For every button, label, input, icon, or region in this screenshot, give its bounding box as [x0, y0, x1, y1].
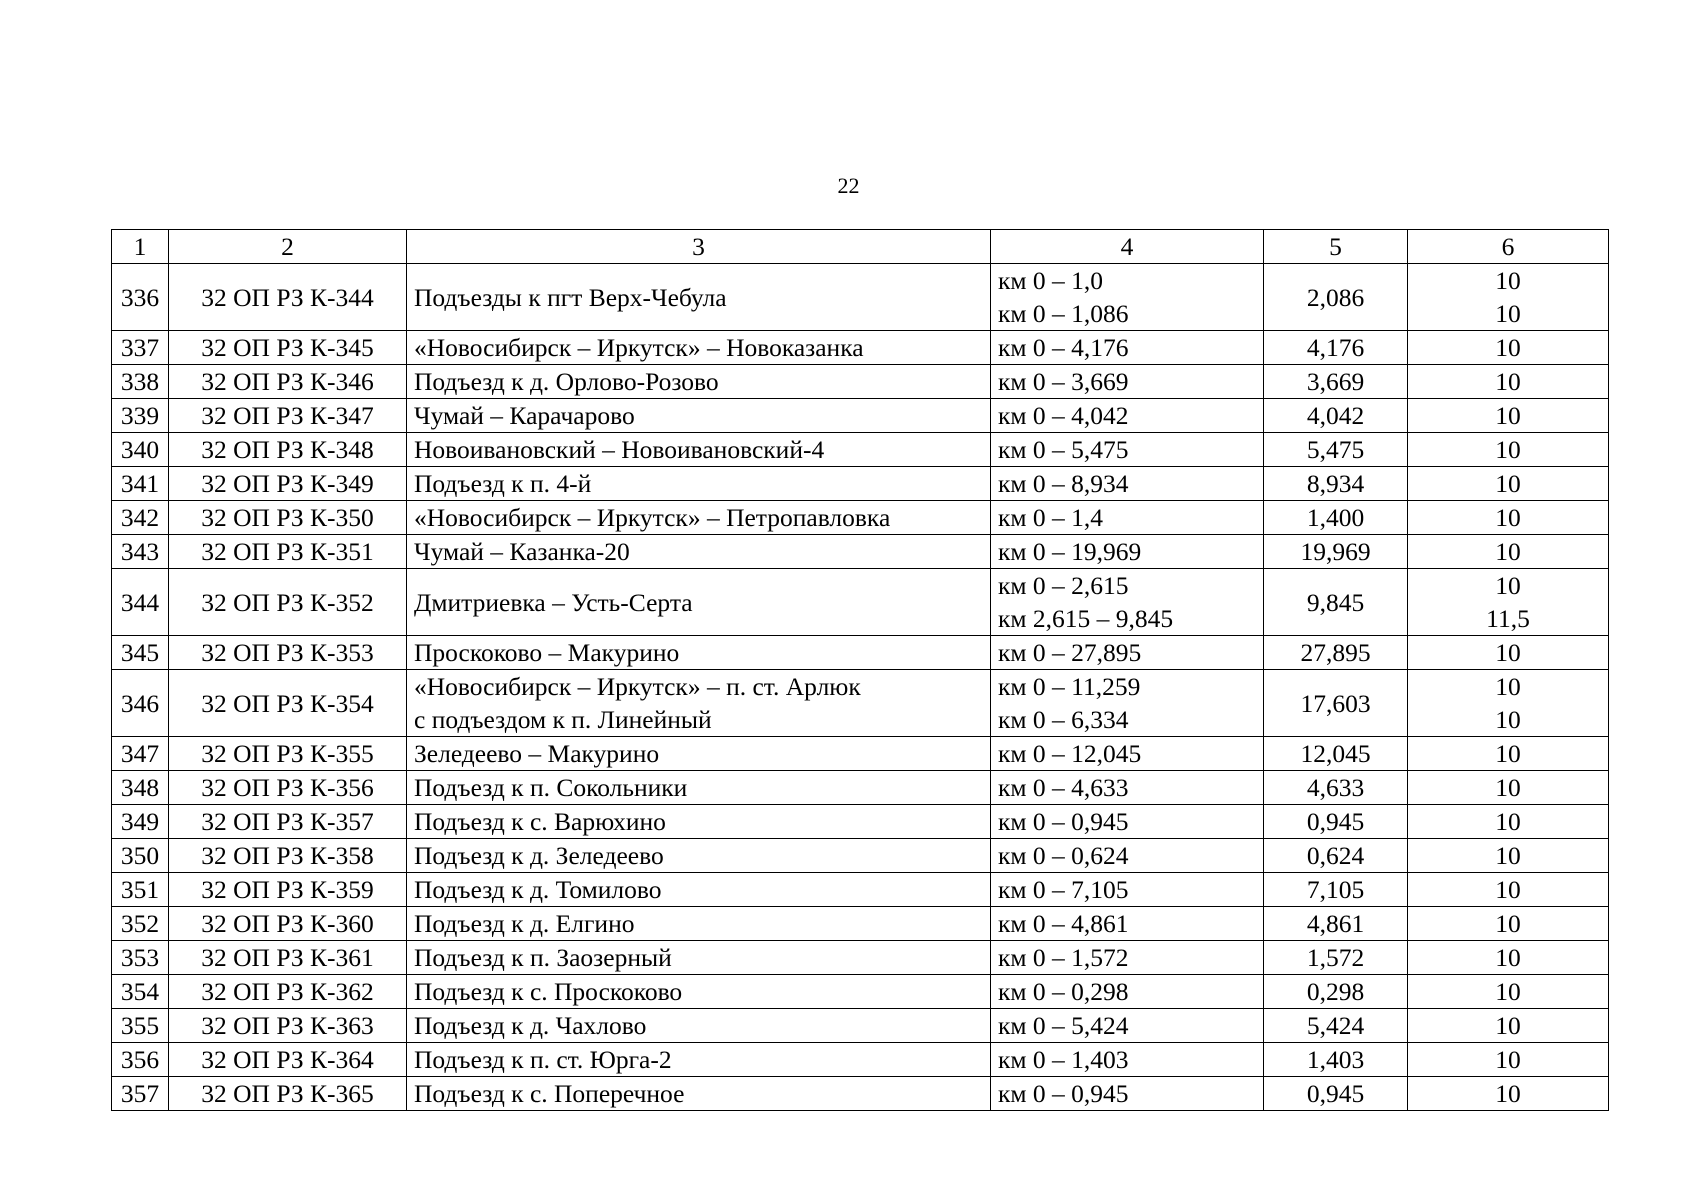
- km-range-cell-line: км 0 – 0,624: [998, 841, 1129, 870]
- width-cell-line: 10: [1495, 977, 1521, 1006]
- header-cell-4: 4: [991, 230, 1264, 264]
- road-name-cell-line: с подъездом к п. Линейный: [414, 705, 712, 734]
- road-code-cell: 32 ОП РЗ К-348: [169, 433, 407, 467]
- km-range-cell: [991, 670, 1264, 737]
- table-row: [112, 331, 1609, 365]
- road-name-cell-line: Подъезд к с. Варюхино: [414, 807, 666, 836]
- km-range-cell: [991, 1043, 1264, 1077]
- width-cell-line: 10: [1495, 1079, 1521, 1108]
- road-name-cell-line: Подъезд к п. Сокольники: [414, 773, 688, 802]
- km-range-cell: [991, 839, 1264, 873]
- table-row: [112, 670, 1609, 737]
- width-cell-line: 10: [1495, 571, 1521, 600]
- km-range-cell: [991, 941, 1264, 975]
- row-number-cell: 351: [112, 873, 169, 907]
- page-number: 22: [837, 173, 860, 198]
- road-name-cell: [407, 873, 991, 907]
- road-code-cell: 32 ОП РЗ К-360: [169, 907, 407, 941]
- row-number-cell: 346: [112, 670, 169, 737]
- road-name-cell: [407, 737, 991, 771]
- road-name-cell: [407, 1009, 991, 1043]
- road-code-cell: 32 ОП РЗ К-361: [169, 941, 407, 975]
- width-cell: [1408, 365, 1609, 399]
- km-range-cell-line: км 0 – 27,895: [998, 638, 1142, 667]
- road-code-cell: 32 ОП РЗ К-347: [169, 399, 407, 433]
- header-row: [112, 230, 1609, 264]
- road-code-cell: 32 ОП РЗ К-353: [169, 636, 407, 670]
- length-cell: 1,572: [1264, 941, 1408, 975]
- road-name-cell-line: Подъезд к п. ст. Юрга-2: [414, 1045, 672, 1074]
- road-name-cell: [407, 670, 991, 737]
- width-cell: [1408, 331, 1609, 365]
- row-number-cell: 348: [112, 771, 169, 805]
- road-code-cell: 32 ОП РЗ К-351: [169, 535, 407, 569]
- road-name-cell-line: Чумай – Казанка-20: [414, 537, 630, 566]
- road-name-cell-line: Подъезд к с. Поперечное: [414, 1079, 685, 1108]
- road-name-cell-line: Подъезды к пгт Верх-Чебула: [414, 282, 727, 312]
- length-cell: 4,861: [1264, 907, 1408, 941]
- km-range-cell-line: км 0 – 1,572: [998, 943, 1129, 972]
- row-number-cell: 345: [112, 636, 169, 670]
- width-cell: [1408, 771, 1609, 805]
- row-number-cell: 354: [112, 975, 169, 1009]
- length-cell: 0,945: [1264, 805, 1408, 839]
- length-cell: 0,945: [1264, 1077, 1408, 1111]
- km-range-cell-line: км 0 – 2,615: [998, 571, 1129, 600]
- km-range-cell-line: км 0 – 0,945: [998, 807, 1129, 836]
- km-range-cell: [991, 907, 1264, 941]
- row-number-cell: 338: [112, 365, 169, 399]
- road-name-cell: [407, 805, 991, 839]
- km-range-cell-line: км 0 – 4,176: [998, 333, 1129, 362]
- width-cell: [1408, 1043, 1609, 1077]
- row-number-cell: 342: [112, 501, 169, 535]
- length-cell: 9,845: [1264, 569, 1408, 636]
- road-name-cell: [407, 467, 991, 501]
- road-name-cell-line: Подъезд к д. Елгино: [414, 909, 635, 938]
- road-name-cell-line: Зеледеево – Макурино: [414, 739, 660, 768]
- km-range-cell-line: км 0 – 12,045: [998, 739, 1142, 768]
- road-name-cell: [407, 264, 991, 331]
- table-row: [112, 264, 1609, 331]
- row-number-cell: 350: [112, 839, 169, 873]
- km-range-cell-line: км 0 – 0,945: [998, 1079, 1129, 1108]
- table-row: [112, 535, 1609, 569]
- km-range-cell: [991, 975, 1264, 1009]
- table-row: [112, 1009, 1609, 1043]
- road-code-cell: 32 ОП РЗ К-354: [169, 670, 407, 737]
- length-cell: 19,969: [1264, 535, 1408, 569]
- width-cell: [1408, 873, 1609, 907]
- road-name-cell: [407, 907, 991, 941]
- road-code-cell: 32 ОП РЗ К-349: [169, 467, 407, 501]
- km-range-cell-line: км 0 – 1,4: [998, 503, 1104, 532]
- km-range-cell-line: км 0 – 19,969: [998, 537, 1142, 566]
- road-name-cell: [407, 365, 991, 399]
- km-range-cell: [991, 535, 1264, 569]
- table-row: [112, 467, 1609, 501]
- length-cell: 2,086: [1264, 264, 1408, 331]
- road-name-cell: [407, 331, 991, 365]
- header-cell-1: 1: [112, 230, 169, 264]
- width-cell: [1408, 975, 1609, 1009]
- km-range-cell-line: км 2,615 – 9,845: [998, 604, 1174, 633]
- length-cell: 27,895: [1264, 636, 1408, 670]
- road-name-cell: [407, 1043, 991, 1077]
- road-code-cell: 32 ОП РЗ К-352: [169, 569, 407, 636]
- road-name-cell-line: Подъезд к с. Проскоково: [414, 977, 683, 1006]
- row-number-cell: 357: [112, 1077, 169, 1111]
- width-cell: [1408, 501, 1609, 535]
- road-name-cell-line: Дмитриевка – Усть-Серта: [414, 587, 693, 617]
- road-name-cell: [407, 501, 991, 535]
- table-row: [112, 941, 1609, 975]
- header-cell-6: 6: [1408, 230, 1609, 264]
- road-name-cell-line: Подъезд к д. Томилово: [414, 875, 662, 904]
- length-cell: 3,669: [1264, 365, 1408, 399]
- road-name-cell-line: Подъезд к п. 4-й: [414, 469, 592, 498]
- length-cell: 7,105: [1264, 873, 1408, 907]
- road-code-cell: 32 ОП РЗ К-346: [169, 365, 407, 399]
- km-range-cell: [991, 399, 1264, 433]
- width-cell: [1408, 569, 1609, 636]
- road-name-cell-line: Новоивановский – Новоивановский-4: [414, 435, 825, 464]
- table-row: [112, 399, 1609, 433]
- road-code-cell: 32 ОП РЗ К-345: [169, 331, 407, 365]
- width-cell-line: 10: [1495, 469, 1521, 498]
- table-row: [112, 805, 1609, 839]
- road-code-cell: 32 ОП РЗ К-357: [169, 805, 407, 839]
- road-name-cell: [407, 1077, 991, 1111]
- width-cell: [1408, 941, 1609, 975]
- km-range-cell: [991, 264, 1264, 331]
- row-number-cell: 352: [112, 907, 169, 941]
- table-row: [112, 737, 1609, 771]
- width-cell-line: 10: [1495, 875, 1521, 904]
- width-cell-line: 10: [1495, 841, 1521, 870]
- width-cell-line: 10: [1495, 773, 1521, 802]
- km-range-cell-line: км 0 – 1,086: [998, 299, 1129, 328]
- road-code-cell: 32 ОП РЗ К-365: [169, 1077, 407, 1111]
- road-name-cell-line: Чумай – Карачарово: [414, 401, 635, 430]
- km-range-cell-line: км 0 – 1,0: [998, 266, 1104, 295]
- km-range-cell: [991, 569, 1264, 636]
- row-number-cell: 344: [112, 569, 169, 636]
- km-range-cell: [991, 805, 1264, 839]
- width-cell: [1408, 1077, 1609, 1111]
- length-cell: 4,633: [1264, 771, 1408, 805]
- width-cell-line: 10: [1495, 299, 1521, 328]
- width-cell: [1408, 839, 1609, 873]
- road-name-cell-line: «Новосибирск – Иркутск» – Петропавловка: [414, 503, 891, 532]
- km-range-cell: [991, 636, 1264, 670]
- road-code-cell: 32 ОП РЗ К-363: [169, 1009, 407, 1043]
- road-code-cell: 32 ОП РЗ К-359: [169, 873, 407, 907]
- row-number-cell: 343: [112, 535, 169, 569]
- row-number-cell: 337: [112, 331, 169, 365]
- road-name-cell: [407, 975, 991, 1009]
- road-code-cell: 32 ОП РЗ К-356: [169, 771, 407, 805]
- width-cell: [1408, 535, 1609, 569]
- length-cell: 5,475: [1264, 433, 1408, 467]
- width-cell-line: 10: [1495, 367, 1521, 396]
- road-name-cell-line: Подъезд к д. Чахлово: [414, 1011, 647, 1040]
- km-range-cell: [991, 467, 1264, 501]
- row-number-cell: 339: [112, 399, 169, 433]
- table-row: [112, 1043, 1609, 1077]
- row-number-cell: 355: [112, 1009, 169, 1043]
- row-number-cell: 349: [112, 805, 169, 839]
- road-name-cell-line: Подъезд к п. Заозерный: [414, 943, 672, 972]
- km-range-cell-line: км 0 – 3,669: [998, 367, 1129, 396]
- width-cell: [1408, 399, 1609, 433]
- km-range-cell: [991, 1077, 1264, 1111]
- length-cell: 8,934: [1264, 467, 1408, 501]
- table-row: [112, 1077, 1609, 1111]
- km-range-cell: [991, 737, 1264, 771]
- width-cell-line: 10: [1495, 807, 1521, 836]
- width-cell-line: 10: [1495, 503, 1521, 532]
- table-row: [112, 907, 1609, 941]
- road-name-cell: [407, 771, 991, 805]
- header-cell-5: 5: [1264, 230, 1408, 264]
- header-cell-3: 3: [407, 230, 991, 264]
- km-range-cell-line: км 0 – 4,633: [998, 773, 1129, 802]
- km-range-cell-line: км 0 – 6,334: [998, 705, 1129, 734]
- width-cell: [1408, 467, 1609, 501]
- length-cell: 4,176: [1264, 331, 1408, 365]
- road-name-cell-line: Подъезд к д. Орлово-Розово: [414, 367, 719, 396]
- km-range-cell-line: км 0 – 11,259: [998, 672, 1141, 701]
- width-cell-line: 10: [1495, 401, 1521, 430]
- width-cell-line: 10: [1495, 909, 1521, 938]
- road-name-cell-line: Проскоково – Макурино: [414, 638, 680, 667]
- row-number-cell: 353: [112, 941, 169, 975]
- width-cell-line: 10: [1495, 943, 1521, 972]
- km-range-cell: [991, 1009, 1264, 1043]
- width-cell-line: 11,5: [1486, 604, 1530, 633]
- width-cell-line: 10: [1495, 266, 1521, 295]
- length-cell: 4,042: [1264, 399, 1408, 433]
- table-row: [112, 365, 1609, 399]
- km-range-cell-line: км 0 – 0,298: [998, 977, 1129, 1006]
- road-name-cell-line: «Новосибирск – Иркутск» – Новоказанка: [414, 333, 864, 362]
- length-cell: 0,624: [1264, 839, 1408, 873]
- width-cell-line: 10: [1495, 1011, 1521, 1040]
- width-cell: [1408, 1009, 1609, 1043]
- row-number-cell: 341: [112, 467, 169, 501]
- km-range-cell-line: км 0 – 8,934: [998, 469, 1129, 498]
- road-code-cell: 32 ОП РЗ К-344: [169, 264, 407, 331]
- km-range-cell: [991, 331, 1264, 365]
- road-name-cell: [407, 433, 991, 467]
- road-name-cell: [407, 569, 991, 636]
- width-cell-line: 10: [1495, 739, 1521, 768]
- width-cell: [1408, 670, 1609, 737]
- table-row: [112, 433, 1609, 467]
- width-cell: [1408, 907, 1609, 941]
- km-range-cell: [991, 433, 1264, 467]
- road-code-cell: 32 ОП РЗ К-358: [169, 839, 407, 873]
- road-name-cell: [407, 941, 991, 975]
- width-cell-line: 10: [1495, 435, 1521, 464]
- length-cell: 17,603: [1264, 670, 1408, 737]
- width-cell: [1408, 805, 1609, 839]
- row-number-cell: 347: [112, 737, 169, 771]
- km-range-cell-line: км 0 – 4,042: [998, 401, 1129, 430]
- width-cell: [1408, 433, 1609, 467]
- length-cell: 0,298: [1264, 975, 1408, 1009]
- table-body: [112, 230, 1609, 1111]
- km-range-cell: [991, 501, 1264, 535]
- road-code-cell: 32 ОП РЗ К-362: [169, 975, 407, 1009]
- table-row: [112, 501, 1609, 535]
- km-range-cell: [991, 873, 1264, 907]
- roads-table: [111, 229, 1609, 1111]
- km-range-cell-line: км 0 – 5,475: [998, 435, 1129, 464]
- table-row: [112, 975, 1609, 1009]
- width-cell: [1408, 737, 1609, 771]
- table-row: [112, 569, 1609, 636]
- width-cell-line: 10: [1495, 705, 1521, 734]
- length-cell: 1,403: [1264, 1043, 1408, 1077]
- length-cell: 1,400: [1264, 501, 1408, 535]
- road-code-cell: 32 ОП РЗ К-350: [169, 501, 407, 535]
- width-cell-line: 10: [1495, 537, 1521, 566]
- row-number-cell: 340: [112, 433, 169, 467]
- width-cell-line: 10: [1495, 638, 1521, 667]
- km-range-cell-line: км 0 – 4,861: [998, 909, 1129, 938]
- width-cell-line: 10: [1495, 333, 1521, 362]
- km-range-cell-line: км 0 – 7,105: [998, 875, 1129, 904]
- length-cell: 12,045: [1264, 737, 1408, 771]
- km-range-cell-line: км 0 – 5,424: [998, 1011, 1129, 1040]
- road-name-cell: [407, 839, 991, 873]
- width-cell: [1408, 636, 1609, 670]
- km-range-cell: [991, 365, 1264, 399]
- km-range-cell: [991, 771, 1264, 805]
- road-name-cell: [407, 399, 991, 433]
- road-name-cell: [407, 636, 991, 670]
- road-name-cell-line: «Новосибирск – Иркутск» – п. ст. Арлюк: [414, 672, 861, 701]
- road-code-cell: 32 ОП РЗ К-364: [169, 1043, 407, 1077]
- width-cell: [1408, 264, 1609, 331]
- header-cell-2: 2: [169, 230, 407, 264]
- table-row: [112, 771, 1609, 805]
- table-row: [112, 873, 1609, 907]
- table-row: [112, 636, 1609, 670]
- width-cell-line: 10: [1495, 1045, 1521, 1074]
- length-cell: 5,424: [1264, 1009, 1408, 1043]
- road-name-cell-line: Подъезд к д. Зеледеево: [414, 841, 664, 870]
- road-code-cell: 32 ОП РЗ К-355: [169, 737, 407, 771]
- km-range-cell-line: км 0 – 1,403: [998, 1045, 1129, 1074]
- width-cell-line: 10: [1495, 672, 1521, 701]
- row-number-cell: 356: [112, 1043, 169, 1077]
- road-name-cell: [407, 535, 991, 569]
- table-row: [112, 839, 1609, 873]
- row-number-cell: 336: [112, 264, 169, 331]
